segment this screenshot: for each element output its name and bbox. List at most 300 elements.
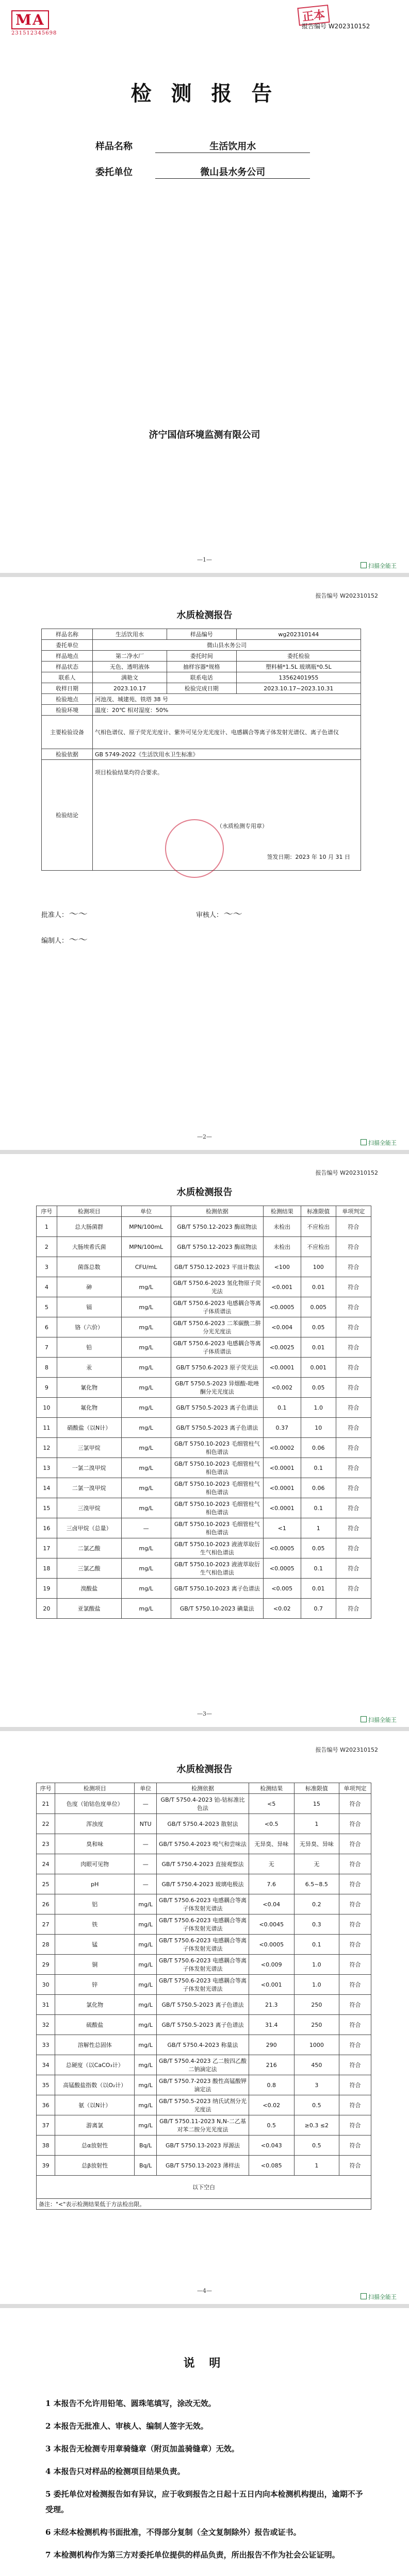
table-cell: mg/L xyxy=(121,1579,171,1599)
info-label: 抽样容器*规格 xyxy=(167,662,236,672)
table-cell: 符合 xyxy=(336,1458,371,1478)
table-cell: GB/T 5750.10-2023 毛细管柱气相色谱法 xyxy=(171,1498,263,1518)
table-cell: 37 xyxy=(37,2115,55,2136)
table-cell: <0.02 xyxy=(249,2095,295,2115)
table-cell: mg/L xyxy=(121,1599,171,1619)
table-row xyxy=(37,1297,371,1317)
table-cell: 总β放射性 xyxy=(55,2156,135,2176)
notes-list xyxy=(0,2396,409,2570)
table-cell: 符合 xyxy=(339,1834,371,1854)
table-row xyxy=(37,1599,371,1619)
table-row xyxy=(37,1378,371,1398)
table-cell: 三卤甲烷（总量） xyxy=(57,1518,121,1538)
table-cell: 镉 xyxy=(57,1297,121,1317)
table-cell: GB/T 5750.6-2023 二苯碳酰二肼分光光度法 xyxy=(171,1317,263,1337)
table-cell: 0.06 xyxy=(301,1438,336,1458)
info-value: 13562401955 xyxy=(236,672,361,683)
table-cell: ≥0.3 ≤2 xyxy=(294,2115,339,2136)
cma-logo xyxy=(11,10,57,36)
end-note: 以下空白 xyxy=(37,2176,371,2199)
note-item: 7 本检测机构作为第三方对委托单位提供的样品负责，所出报告不作为社会公证证明。 xyxy=(45,2550,340,2560)
table-row xyxy=(37,2136,371,2156)
table-cell: 33 xyxy=(37,2035,55,2055)
table-cell: <5 xyxy=(249,1794,295,1814)
table-cell: 10 xyxy=(301,1418,336,1438)
table-cell: 符合 xyxy=(336,1438,371,1458)
results2-title: 水质检测报告 xyxy=(176,1764,233,1775)
table-cell: 8 xyxy=(37,1358,57,1378)
table-header-cell: 标准限值 xyxy=(294,1783,339,1794)
cover-report-no: 报告编号 W202310152 xyxy=(302,23,370,30)
table-cell: 符合 xyxy=(336,1337,371,1358)
table-row xyxy=(37,1458,371,1478)
table-cell: 符合 xyxy=(336,1317,371,1337)
table-row xyxy=(37,2035,371,2055)
table-cell: mg/L xyxy=(135,1914,157,1935)
table-cell: 0.7 xyxy=(301,1599,336,1619)
cond-value: 温度：20℃ 相对湿度：50% xyxy=(93,705,361,716)
table-header-cell: 检测结果 xyxy=(249,1783,295,1794)
table-row xyxy=(37,1834,371,1854)
table-cell: 0.01 xyxy=(301,1277,336,1297)
info-label: 样品编号 xyxy=(167,629,236,640)
info-value: 第二净水厂 xyxy=(93,651,167,662)
table-cell: GB/T 5750.6-2023 原子荧光法 xyxy=(171,1358,263,1378)
table-cell: GB/T 5750.13-2023 厚源法 xyxy=(157,2136,249,2156)
table-cell: 290 xyxy=(249,2035,295,2055)
cover-sample-label: 样品名称 xyxy=(95,141,133,152)
table-row xyxy=(37,1418,371,1438)
results2-table xyxy=(36,1783,371,2210)
table-cell: 符合 xyxy=(339,1975,371,1995)
table-cell: 3 xyxy=(37,1257,57,1277)
brand-logo-icon xyxy=(361,1716,367,1722)
table-cell: GB/T 5750.12-2023 平皿计数法 xyxy=(171,1257,263,1277)
table-row xyxy=(42,672,361,683)
table-cell: 38 xyxy=(37,2136,55,2156)
table-cell: GB/T 5750.4-2023 铂-钴标准比色法 xyxy=(157,1794,249,1814)
table-cell: — xyxy=(135,1834,157,1854)
table-header-cell: 序号 xyxy=(37,1783,55,1794)
table-row xyxy=(42,651,361,662)
table-header-cell: 检测项目 xyxy=(55,1783,135,1794)
brand-watermark xyxy=(361,1139,397,1147)
table-cell: 35 xyxy=(37,2075,55,2095)
table-cell: GB/T 5750.5-2023 离子色谱法 xyxy=(171,1398,263,1418)
table-cell: <0.0045 xyxy=(249,1914,295,1935)
table-cell: mg/L xyxy=(121,1337,171,1358)
report-number: 报告编号 W202310152 xyxy=(315,1747,378,1753)
table-row xyxy=(37,1854,371,1874)
table-cell: 22 xyxy=(37,1814,55,1834)
cover-title: 检 测 报 告 xyxy=(130,81,279,106)
results1-title: 水质检测报告 xyxy=(176,1187,233,1198)
table-cell: mg/L xyxy=(121,1458,171,1478)
info-value: 微山县水务公司 xyxy=(93,640,361,651)
cma-mark: MA xyxy=(11,10,49,29)
table-cell: 符合 xyxy=(339,2115,371,2136)
table-row xyxy=(37,1498,371,1518)
table-cell: 砷 xyxy=(57,1277,121,1297)
footnote: 备注："<"表示检测结果低于方法检出限。 xyxy=(37,2199,371,2210)
info-value: 无色、透明液体 xyxy=(93,662,167,672)
table-cell: 0.37 xyxy=(263,1418,301,1438)
table-cell: mg/L xyxy=(121,1358,171,1378)
table-header-cell: 标准限值 xyxy=(301,1206,336,1217)
table-row xyxy=(42,716,361,749)
notes-page xyxy=(0,2308,409,2576)
report-page xyxy=(0,577,409,1154)
note-item: 1 本报告不允许用铅笔、圆珠笔填写，涂改无效。 xyxy=(45,2399,216,2408)
env-value: 河池茂、城建苑、铁塔 38 号 xyxy=(93,694,361,705)
equip-value: 气相色谱仪、原子荧光光度计、紫外可见分光光度计、电感耦合等离子体发射光谱仪、离子色谱仪 xyxy=(93,716,361,749)
table-cell: 7 xyxy=(37,1337,57,1358)
table-row xyxy=(42,629,361,640)
table-cell: 肉眼可见物 xyxy=(55,1854,135,1874)
table-row xyxy=(42,640,361,651)
table-cell: GB/T 5750.5-2023 离子色谱法 xyxy=(171,1418,263,1438)
table-cell: NTU xyxy=(135,1814,157,1834)
table-cell: 符合 xyxy=(336,1257,371,1277)
page-number: —2— xyxy=(197,1133,212,1140)
table-cell: 6 xyxy=(37,1317,57,1337)
table-cell: 符合 xyxy=(339,2156,371,2176)
table-cell: GB/T 5750.6-2023 电感耦合等离子体发射光谱法 xyxy=(157,1955,249,1975)
info-value: 2023.10.17 xyxy=(93,683,167,694)
page-number: —4— xyxy=(197,2287,212,2294)
table-cell: mg/L xyxy=(135,2095,157,2115)
table-cell: 不应检出 xyxy=(301,1237,336,1257)
table-cell: GB/T 5750.5-2023 离子色谱法 xyxy=(157,2015,249,2035)
table-cell: GB/T 5750.4-2023 嗅气和尝味法 xyxy=(157,1834,249,1854)
brand-watermark xyxy=(361,562,397,570)
table-cell: 三氯甲烷 xyxy=(57,1438,121,1458)
table-cell: 总硬度（以CaCO₃计） xyxy=(55,2055,135,2075)
table-cell: 1 xyxy=(301,1518,336,1538)
table-cell: 汞 xyxy=(57,1358,121,1378)
table-header-cell: 序号 xyxy=(37,1206,57,1217)
table-cell: 250 xyxy=(294,2015,339,2035)
table-cell: mg/L xyxy=(121,1317,171,1337)
table-cell: 3 xyxy=(294,2075,339,2095)
brand-text: 扫描全能王 xyxy=(368,1140,397,1146)
table-cell: GB/T 5750.10-2023 离子色谱法 xyxy=(171,1579,263,1599)
table-row xyxy=(42,662,361,672)
table-cell: 总大肠菌群 xyxy=(57,1217,121,1237)
table-row xyxy=(37,1975,371,1995)
table-cell: mg/L xyxy=(135,1894,157,1914)
table-cell: 6.5~8.5 xyxy=(294,1874,339,1894)
table-cell: GB/T 5750.10-2023 毛细管柱气相色谱法 xyxy=(171,1438,263,1458)
table-cell: 符合 xyxy=(339,1854,371,1874)
info-label: 收样日期 xyxy=(42,683,93,694)
info-label: 样品状态 xyxy=(42,662,93,672)
report-info-body xyxy=(42,629,361,694)
table-cell: 符合 xyxy=(336,1237,371,1257)
table-cell: 符合 xyxy=(336,1558,371,1579)
table-cell: Bq/L xyxy=(135,2136,157,2156)
cover-sample-value: 生活饮用水 xyxy=(155,139,310,153)
table-cell: 0.01 xyxy=(301,1579,336,1599)
brand-logo-icon xyxy=(361,2293,367,2299)
table-row xyxy=(37,2176,371,2199)
table-cell: CFU/mL xyxy=(121,1257,171,1277)
table-header xyxy=(37,1783,371,1794)
table-cell: mg/L xyxy=(121,1498,171,1518)
table-cell: mg/L xyxy=(135,2015,157,2035)
table-cell: 0.05 xyxy=(301,1317,336,1337)
conclusion-cell xyxy=(93,760,361,871)
table-header-cell: 单项判定 xyxy=(339,1783,371,1794)
info-label: 样品地点 xyxy=(42,651,93,662)
table-cell: 100 xyxy=(301,1257,336,1277)
table-cell: 无异臭、异味 xyxy=(249,1834,295,1854)
table-cell: <0.085 xyxy=(249,2156,295,2176)
table-cell: 无 xyxy=(294,1854,339,1874)
info-label: 委托时间 xyxy=(167,651,236,662)
table-cell: GB/T 5750.6-2023 电感耦合等离子体质谱法 xyxy=(171,1297,263,1317)
table-cell: 5 xyxy=(37,1297,57,1317)
table-cell: <0.0001 xyxy=(263,1358,301,1378)
table-row xyxy=(37,1558,371,1579)
table-row xyxy=(37,1217,371,1237)
info-value: 生活饮用水 xyxy=(93,629,167,640)
info-label: 样品名称 xyxy=(42,629,93,640)
table-cell: 0.5 xyxy=(294,2136,339,2156)
table-cell: <0.009 xyxy=(249,1955,295,1975)
table-cell: mg/L xyxy=(135,2075,157,2095)
table-cell: 溶解性总固体 xyxy=(55,2035,135,2055)
table-row xyxy=(42,749,361,760)
table-cell: 符合 xyxy=(339,1894,371,1914)
table-cell: GB/T 5750.12-2023 酶底物法 xyxy=(171,1237,263,1257)
table-cell: mg/L xyxy=(135,2055,157,2075)
table-cell: 11 xyxy=(37,1418,57,1438)
table-cell: 符合 xyxy=(339,1874,371,1894)
table-cell: 19 xyxy=(37,1579,57,1599)
table-cell: 三溴甲烷 xyxy=(57,1498,121,1518)
table-row xyxy=(42,694,361,705)
table-cell: 铬（六价） xyxy=(57,1317,121,1337)
conclusion-stamp: （水质检测专用章） xyxy=(217,823,268,829)
table-cell: 符合 xyxy=(336,1478,371,1498)
table-cell: mg/L xyxy=(135,2115,157,2136)
table-cell: 28 xyxy=(37,1935,55,1955)
table-cell: GB/T 5750.5-2023 纳氏试剂分光光度法 xyxy=(157,2095,249,2115)
info-value: 2023.10.17~2023.10.31 xyxy=(236,683,361,694)
table-row xyxy=(37,1955,371,1975)
table-cell: 21 xyxy=(37,1794,55,1814)
table-cell: 0.01 xyxy=(301,1337,336,1358)
table-cell: 符合 xyxy=(336,1518,371,1538)
table-cell: 29 xyxy=(37,1955,55,1975)
report-number: 报告编号 W202310152 xyxy=(315,592,378,599)
table-cell: <0.001 xyxy=(249,1975,295,1995)
table-cell: GB/T 5750.10-2023 毛细管柱气相色谱法 xyxy=(171,1518,263,1538)
results1-table xyxy=(36,1206,371,1619)
table-cell: 符合 xyxy=(336,1358,371,1378)
table-cell: mg/L xyxy=(135,1935,157,1955)
table-cell: 20 xyxy=(37,1599,57,1619)
table-cell: 32 xyxy=(37,2015,55,2035)
table-cell: mg/L xyxy=(121,1277,171,1297)
cover-sample-field xyxy=(95,139,310,153)
table-cell: 30 xyxy=(37,1975,55,1995)
table-row xyxy=(37,1337,371,1358)
brand-logo-icon xyxy=(361,562,367,568)
table-cell: 高锰酸盐指数（以O₂计） xyxy=(55,2075,135,2095)
table-cell: mg/L xyxy=(135,2035,157,2055)
table-cell: 符合 xyxy=(339,2095,371,2115)
table-cell: mg/L xyxy=(135,1975,157,1995)
table-cell: <0.0025 xyxy=(263,1337,301,1358)
table-cell: GB/T 5750.13-2023 薄样法 xyxy=(157,2156,249,2176)
table-cell: 0.2 xyxy=(294,1894,339,1914)
table-cell: 铁 xyxy=(55,1914,135,1935)
table-row xyxy=(37,1995,371,2015)
table-cell: 14 xyxy=(37,1478,57,1498)
note-item: 3 本报告无检测专用章骑缝章（附页加盖骑缝章）无效。 xyxy=(45,2444,239,2453)
table-cell: 符合 xyxy=(339,2035,371,2055)
table-cell: 18 xyxy=(37,1558,57,1579)
table-cell: 符合 xyxy=(336,1579,371,1599)
cond-label: 检验环境 xyxy=(42,705,93,716)
table-cell: GB/T 5750.10-2023 液液萃取衍生气相色谱法 xyxy=(171,1538,263,1558)
table-cell: 符合 xyxy=(339,1935,371,1955)
table-cell: 2 xyxy=(37,1237,57,1257)
table-cell: 大肠埃希氏菌 xyxy=(57,1237,121,1257)
brand-text: 扫描全能王 xyxy=(368,1717,397,1723)
table-cell: 15 xyxy=(294,1794,339,1814)
table-row xyxy=(37,2075,371,2095)
table-cell: mg/L xyxy=(121,1378,171,1398)
note-item: 6 未经本检测机构书面批准，不得部分复制（全文复制除外）报告或证书。 xyxy=(45,2528,301,2537)
table-cell: 1.0 xyxy=(301,1398,336,1418)
basis-value: GB 5749-2022《生活饮用水卫生标准》 xyxy=(93,749,361,760)
table-cell: 15 xyxy=(37,1498,57,1518)
brand-watermark xyxy=(361,1716,397,1724)
notes-title: 说 明 xyxy=(183,2357,226,2370)
table-cell: 1 xyxy=(294,1814,339,1834)
table-cell: 0.001 xyxy=(301,1358,336,1378)
table-cell: 1 xyxy=(37,1217,57,1237)
cover-page xyxy=(0,0,409,577)
table-cell: 1.0 xyxy=(294,1975,339,1995)
results1-body xyxy=(37,1217,371,1619)
table-row xyxy=(37,2156,371,2176)
table-cell: <0.0005 xyxy=(249,1935,295,1955)
cma-number: 231512345698 xyxy=(11,30,57,36)
table-cell: 0.1 xyxy=(263,1398,301,1418)
table-cell: GB/T 5750.4-2023 散射法 xyxy=(157,1814,249,1834)
table-row xyxy=(37,1538,371,1558)
table-cell: 0.8 xyxy=(249,2075,295,2095)
table-cell: <0.002 xyxy=(263,1378,301,1398)
table-cell: GB/T 5750.4-2023 直接观察法 xyxy=(157,1854,249,1874)
table-cell: <0.0002 xyxy=(263,1438,301,1458)
table-cell: 39 xyxy=(37,2156,55,2176)
table-cell: 菌落总数 xyxy=(57,1257,121,1277)
note-item: 2 本报告无批准人、审核人、编制人签字无效。 xyxy=(45,2421,208,2431)
table-header-cell: 检测结果 xyxy=(263,1206,301,1217)
table-cell: GB/T 5750.6-2023 电感耦合等离子体发射光谱法 xyxy=(157,1935,249,1955)
table-cell: GB/T 5750.4-2023 称量法 xyxy=(157,2035,249,2055)
table-cell: Bq/L xyxy=(135,2156,157,2176)
table-cell: 铝 xyxy=(55,1894,135,1914)
table-row xyxy=(37,1257,371,1277)
table-cell: — xyxy=(121,1518,171,1538)
table-cell: GB/T 5750.10-2023 毛细管柱气相色谱法 xyxy=(171,1478,263,1498)
table-cell: GB/T 5750.4-2023 乙二胺四乙酸二钠滴定法 xyxy=(157,2055,249,2075)
table-cell: mg/L xyxy=(121,1538,171,1558)
table-cell: 0.5 xyxy=(249,2115,295,2136)
editor-signature-icon: ～～ xyxy=(68,935,87,945)
brand-text: 扫描全能王 xyxy=(368,563,397,569)
table-header-cell: 检测项目 xyxy=(57,1206,121,1217)
table-cell: 7.6 xyxy=(249,1874,295,1894)
table-cell: 9 xyxy=(37,1378,57,1398)
table-cell: 24 xyxy=(37,1854,55,1874)
table-cell: 铅 xyxy=(57,1337,121,1358)
table-cell: mg/L xyxy=(121,1398,171,1418)
table-cell: 符合 xyxy=(336,1498,371,1518)
table-cell: <0.5 xyxy=(249,1814,295,1834)
table-cell: 三氯乙酸 xyxy=(57,1558,121,1579)
results2-body xyxy=(37,1794,371,2176)
table-cell: 0.5 xyxy=(294,2095,339,2115)
info-label: 委托单位 xyxy=(42,640,93,651)
table-cell: <1 xyxy=(263,1518,301,1538)
table-cell: 符合 xyxy=(336,1398,371,1418)
table-row xyxy=(37,1935,371,1955)
table-cell: GB/T 5750.10-2023 碘量法 xyxy=(171,1599,263,1619)
table-row xyxy=(37,1894,371,1914)
env-label: 检验地点 xyxy=(42,694,93,705)
cover-org: 济宁国信环境监测有限公司 xyxy=(149,430,260,440)
table-cell: 0.3 xyxy=(294,1914,339,1935)
table-row xyxy=(37,1518,371,1538)
table-row xyxy=(42,705,361,716)
table-cell: 符合 xyxy=(336,1599,371,1619)
table-cell: GB/T 5750.6-2023 电感耦合等离子体发射光谱法 xyxy=(157,1975,249,1995)
cover-client-field xyxy=(95,165,310,179)
table-cell: 符合 xyxy=(336,1418,371,1438)
table-cell: 0.05 xyxy=(301,1538,336,1558)
table-cell: GB/T 5750.10-2023 液液萃取衍生气相色谱法 xyxy=(171,1558,263,1579)
table-cell: 0.1 xyxy=(301,1498,336,1518)
table-cell: 氟化物 xyxy=(57,1398,121,1418)
table-cell: — xyxy=(135,1794,157,1814)
table-row xyxy=(37,2015,371,2035)
table-cell: 34 xyxy=(37,2055,55,2075)
table-header-cell: 单项判定 xyxy=(336,1206,371,1217)
table-cell: <0.02 xyxy=(263,1599,301,1619)
brand-text: 扫描全能王 xyxy=(368,2294,397,2300)
note-item: 4 本报告只对样品的检测项目结果负责。 xyxy=(45,2467,185,2476)
info-value: 委托检验 xyxy=(236,651,361,662)
table-cell: 臭和味 xyxy=(55,1834,135,1854)
table-cell: 0.1 xyxy=(294,1935,339,1955)
note-item: 5 委托单位对检测报告如有异议，应于收到报告之日起十五日内向本检测机构提出，逾期不予受理。 xyxy=(45,2489,363,2514)
page-number: —3— xyxy=(197,1710,212,1717)
table-row xyxy=(37,1914,371,1935)
table-cell: GB/T 5750.6-2023 电感耦合等离子体发射光谱法 xyxy=(157,1894,249,1914)
table-cell: 13 xyxy=(37,1458,57,1478)
table-cell: <0.0005 xyxy=(263,1558,301,1579)
results-page-2 xyxy=(0,1731,409,2308)
table-cell: 符合 xyxy=(336,1378,371,1398)
table-cell: <0.001 xyxy=(263,1277,301,1297)
